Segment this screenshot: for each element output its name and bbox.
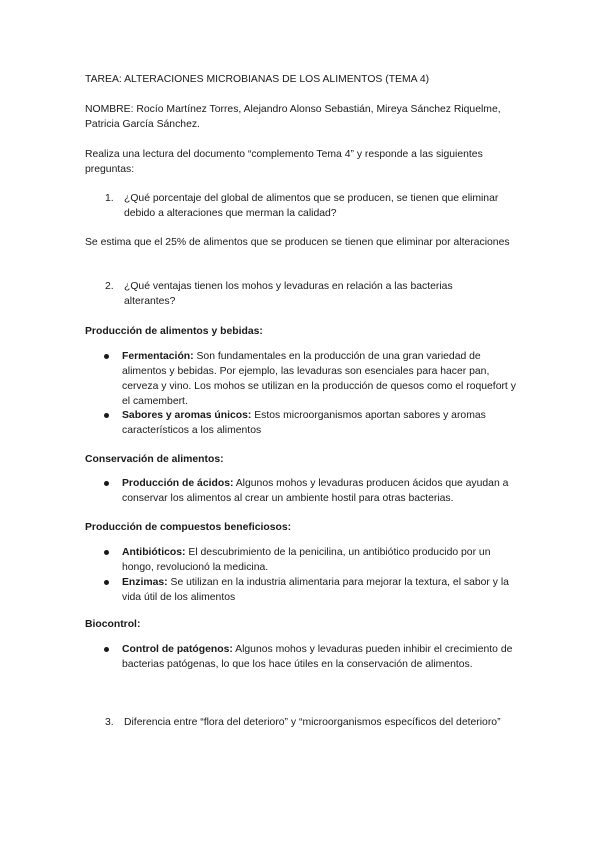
item-text: Algunos mohos y levaduras pueden inhibir el crecimiento de bacterias patógenas, lo que los hace útiles en la conservación de alimentos. <box>122 644 513 670</box>
section-heading: Producción de alimentos y bebidas: <box>85 326 263 337</box>
bullet-icon <box>104 481 109 486</box>
bullet-icon <box>104 550 109 555</box>
question-text: ¿Qué porcentaje del global de alimentos que se producen, se tienen que eliminar debido a alteraciones que merman la calidad? <box>124 193 499 219</box>
section-heading: Conservación de alimentos: <box>85 454 224 465</box>
item-text: Son fundamentales en la producción de una gran variedad de alimentos y bebidas. Por ejemplo, las levaduras son esenciales para hacer pan, cerveza y vino. Los mohos se utilizan en la producción de quesos como el roquefort y el camembert. <box>122 351 516 407</box>
item-text: Estos microorganismos aportan sabores y aromas característicos a los alimentos <box>122 410 486 436</box>
section-heading: Producción de compuestos beneficiosos: <box>85 522 292 533</box>
question-number: 2. <box>105 281 114 292</box>
bullet-icon <box>104 580 109 585</box>
question-number: 1. <box>105 193 114 204</box>
question-text: ¿Qué ventajas tienen los mohos y levaduras en relación a las bacterias alterantes? <box>124 281 453 307</box>
item-term: Fermentación: <box>122 351 194 362</box>
item-text: Algunos mohos y levaduras producen ácidos que ayudan a conservar los alimentos al crear un ambiente hostil para otras bacterias. <box>122 478 509 504</box>
instructions: Realiza una lectura del documento “complemento Tema 4” y responde a las siguientes preguntas: <box>85 149 483 175</box>
item-text: El descubrimiento de la penicilina, un antibiótico producido por un hongo, revolucionó la medicina. <box>122 547 491 573</box>
item-term: Antibióticos: <box>122 547 186 558</box>
question-text: Diferencia entre “flora del deterioro” y “microorganismos específicos del deterioro” <box>124 717 501 728</box>
document-title: TAREA: ALTERACIONES MICROBIANAS DE LOS ALIMENTOS (TEMA 4) <box>85 74 430 85</box>
section-heading: Biocontrol: <box>85 619 141 630</box>
bullet-icon <box>104 413 109 418</box>
item-term: Control de patógenos: <box>122 644 233 655</box>
item-term: Producción de ácidos: <box>122 478 234 489</box>
bullet-icon <box>104 354 109 359</box>
question-number: 3. <box>105 717 114 728</box>
item-term: Enzimas: <box>122 577 168 588</box>
answer-1: Se estima que el 25% de alimentos que se producen se tienen que eliminar por alteraciones <box>85 237 510 248</box>
item-term: Sabores y aromas únicos: <box>122 410 252 421</box>
item-text: Se utilizan en la industria alimentaria para mejorar la textura, el sabor y la vida útil de los alimentos <box>122 577 509 603</box>
bullet-icon <box>104 647 109 652</box>
student-names: NOMBRE: Rocío Martínez Torres, Alejandro Alonso Sebastián, Mireya Sánchez Riquelme, Patricia García Sánchez. <box>85 104 501 130</box>
